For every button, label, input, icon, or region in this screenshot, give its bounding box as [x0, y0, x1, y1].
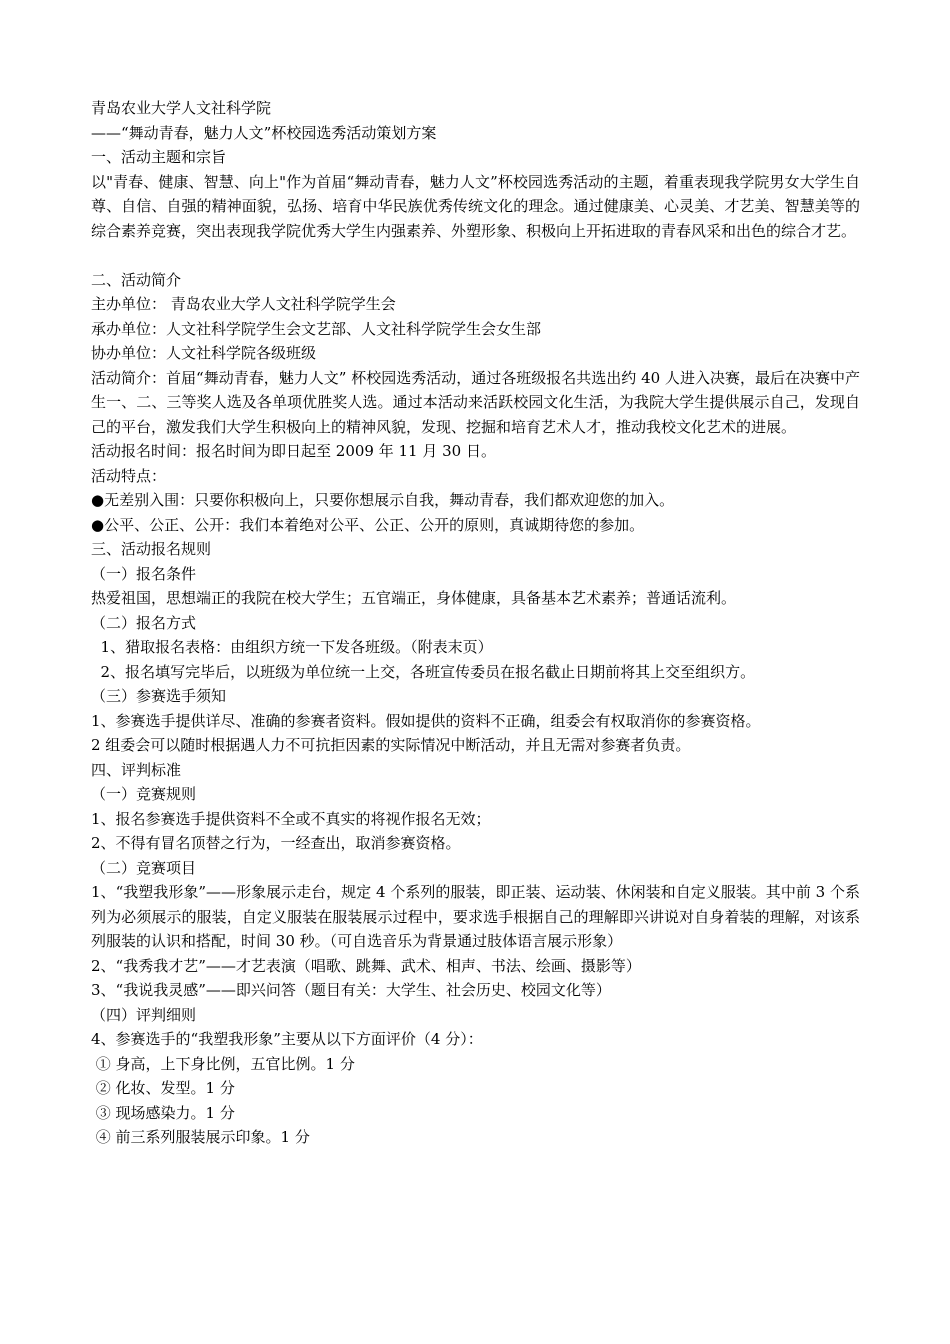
subsection-heading: （三）参赛选手须知 — [91, 687, 227, 705]
list-item: 2 组委会可以随时根据遇人力不可抗拒因素的实际情况中断活动，并且无需对参赛者负责。 — [91, 736, 691, 754]
criteria-item: ① 身高，上下身比例，五官比例。1 分 — [91, 1054, 355, 1073]
feature-item: ●无差别入围：只要你积极向上，只要你想展示自我，舞动青春，我们都欢迎您的加入。 — [91, 491, 675, 509]
organizer-unit: 承办单位：人文社科学院学生会文艺部、人文社科学院学生会女生部 — [91, 319, 542, 338]
criteria-item: ④ 前三系列服装展示印象。1 分 — [91, 1128, 310, 1146]
subsection-heading: （二）竞赛项目 — [91, 858, 197, 877]
list-item: 1、报名参赛选手提供资料不全或不真实的将视作报名无效； — [91, 809, 491, 828]
criteria-item: ③ 现场感染力。1 分 — [91, 1103, 235, 1122]
list-item: 2、不得有冒名顶替之行为，一经查出，取消参赛资格。 — [91, 834, 461, 852]
list-item: 1、猎取报名表格：由组织方统一下发各班级。（附表末页） — [91, 638, 493, 656]
paragraph: 热爱祖国，思想端正的我院在校大学生；五官端正，身体健康，具备基本艺术素养；普通话流利。 — [91, 589, 737, 607]
list-item: 1、参赛选手提供详尽、准确的参赛者资料。假如提供的资料不正确，组委会有权取消你的参赛资格。 — [91, 711, 761, 730]
subsection-heading: （四）评判细则 — [91, 1005, 197, 1024]
header-title: 青岛农业大学人文社科学院 — [91, 99, 272, 117]
section-3-heading: 三、活动报名规则 — [91, 540, 212, 558]
list-item: 4、参赛选手的“我塑我形象”主要从以下方面评价（4 分）： — [91, 1030, 483, 1048]
document-subtitle: ——“舞动青春，魅力人文”杯校园选秀活动策划方案 — [91, 123, 437, 142]
subsection-heading: （一）竞赛规则 — [91, 785, 197, 803]
subsection-heading: （二）报名方式 — [91, 613, 197, 632]
section-1-body: 以"青春、健康、智慧、向上"作为首届“舞动青春，魅力人文”杯校园选秀活动的主题，着重表现我学院男女大学生自尊、自信、自强的精神面貌，弘扬、培育中华民族优秀传统文化的理念。通过健康美、心灵美、才艺美、智慧美等的综合素养竞赛，突出表现我学院优秀大学生内强素养、外塑形象、积极向上开拓进取的青春风采和出色的综合才艺。 — [91, 172, 860, 240]
section-4-heading: 四、评判标准 — [91, 760, 182, 779]
criteria-item: ② 化妆、发型。1 分 — [91, 1079, 235, 1097]
list-item: 1、“我塑我形象”——形象展示走台，规定 4 个系列的服装，即正装、运动装、休闲装和自定义服装。其中前 3 个系列为必须展示的服装，自定义服装在服装展示过程中，要求选手根据自己的理解即兴讲说对自身着装的理解，对该系列服装的认识和搭配，时间 30 秒。（可自选音乐为背景通过肢体语言展示形象） — [91, 883, 860, 950]
subsection-heading: （一）报名条件 — [91, 564, 197, 583]
list-item: 3、“我说我灵感”——即兴问答（题目有关：大学生、社会历史、校园文化等） — [91, 981, 611, 999]
list-item: 2、报名填写完毕后，以班级为单位统一上交，各班宣传委员在报名截止日期前将其上交至组织方。 — [91, 662, 756, 681]
blank-line — [91, 243, 860, 268]
section-1-heading: 一、活动主题和宗旨 — [91, 148, 227, 166]
feature-item: ●公平、公正、公开：我们本着绝对公平、公正、公开的原则，真诚期待您的参加。 — [91, 515, 645, 534]
list-item: 2、“我秀我才艺”——才艺表演（唱歌、跳舞、武术、相声、书法、绘画、摄影等） — [91, 956, 641, 975]
features-label: 活动特点： — [91, 466, 167, 485]
activity-intro: 活动简介：首届“舞动青春，魅力人文” 杯校园选秀活动，通过各班级报名共选出约 40 人进入决赛，最后在决赛中产生一、二、三等奖人选及各单项优胜奖人选。通过本活动来活跃校园文化生活，为我院大学生提供展示自己，发现自己的平台，激发我们大学生积极向上的精神风貌，发现、挖掘和培育艺术人才，推动我校文化艺术的进展。 — [91, 368, 860, 436]
co-organizer-unit: 协办单位：人文社科学院各级班级 — [91, 344, 317, 362]
section-2-heading: 二、活动简介 — [91, 270, 182, 289]
signup-time: 活动报名时间：报名时间为即日起至 2009 年 11 月 30 日。 — [91, 442, 496, 460]
host-unit: 主办单位： 青岛农业大学人文社科学院学生会 — [91, 295, 396, 313]
document-body — [91, 96, 860, 1150]
